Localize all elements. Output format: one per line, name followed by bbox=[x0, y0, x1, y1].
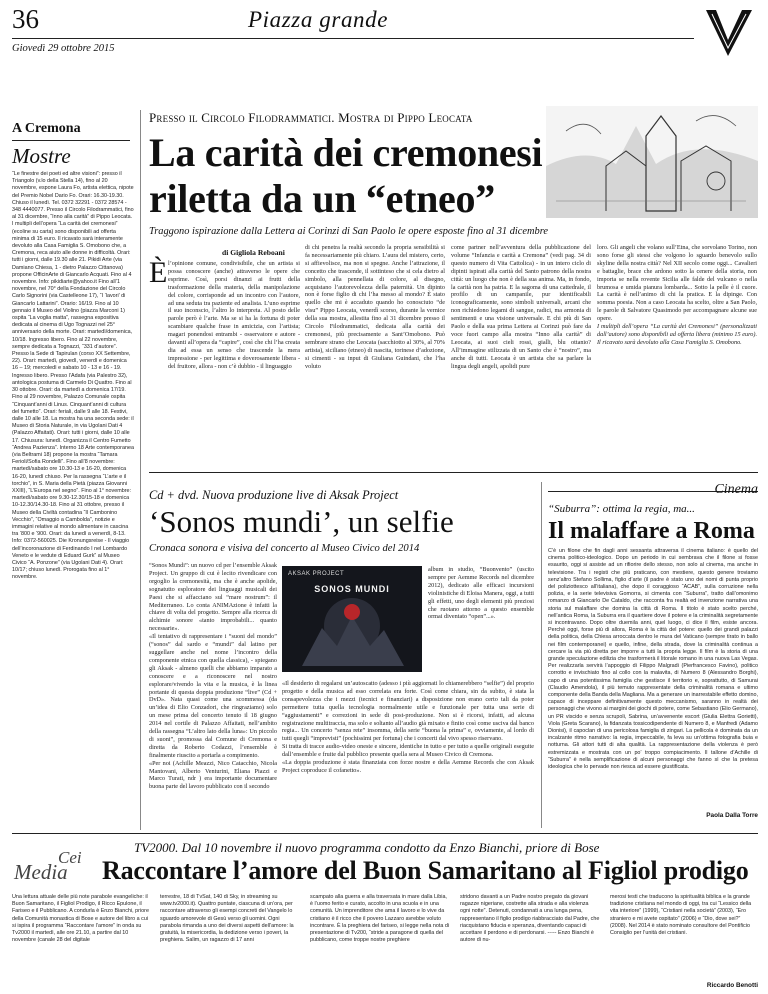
album-label: AKSAK PROJECT bbox=[288, 571, 345, 577]
article2-title: ‘Sonos mundi’, un selfie bbox=[149, 504, 454, 539]
article1-byline: di Gigliola Reboani bbox=[222, 248, 285, 257]
sidebar-kicker: A Cremona bbox=[12, 121, 81, 136]
cinema-header: Cinema bbox=[714, 482, 758, 497]
article3-col3: scampato alla guerra e alla traversata in mare dalla Libia, è l’uomo ferito e curato, accolto in una scuola e in una comunità. Un imprenditore che ama il lavoro e lo vive da cristiano è il ricco che il povero Lazzaro avrebbe voluto incontrare. È la preghiera del fariseo, si legge nella nota di presentazione di Tv200, “stride a paragone di quella del pubblicano, come troppe nostre preghiere bbox=[310, 894, 450, 944]
article1-subtitle: Traggono ispirazione dalla Lettera ai Corinzi di San Paolo le opere esposte fino al 31 dicembre bbox=[149, 226, 548, 237]
sidebar-rule bbox=[12, 140, 130, 141]
article3-col4: stridono davanti a un Padre nostro pregato da giovani ragazze nigeriane, costrette alla strada e alla violenza ogni notte”. Detenuti, condannati a una lunga pena, rappresentano il figlio prodigo riabbracciato dal Padre, che riacquistano fiducia e speranza, diventando capaci di accettare il perdono e di perdonarsi. ----- Enzo Bianchi è autore di nu- bbox=[460, 894, 600, 944]
article2-col2c: Si tratta di tracce audio-video oneste e sincere, identiche in tutto e per tutto a quelle originali eseguite dall’ensemble e fruite dal pubblico presente quella sera al Museo Civico di Cremona. bbox=[282, 743, 534, 759]
masthead-rule bbox=[12, 38, 694, 39]
article1-title-line1: La carità dei cremonesi bbox=[149, 130, 543, 175]
article1-dropcap: È bbox=[149, 256, 168, 289]
article2-kicker: Cd + dvd. Nuova produzione live di Aksak Project bbox=[149, 488, 399, 502]
article1-title bbox=[149, 130, 542, 222]
article2-col2b: «Il desiderio di regalarsi un’autoscatto (adesso i più aggiornati lo chiamerebbero “selfie”) del proprio progetto e della musica ad esso correlata era forte. Così come chiara, sin da subito, è stata la consapevolezza che i mezzi (tecnici e finanziari) a disposizione non erano certo tali da poter permettere tutta quella tecnologia normalmente utile e funzionale per tutta una serie di “aggiustamenti” e correzioni in sede di post-produzione. Non si è ricorsi, infatti, ad alcuna registrazione multitraccia, ma solo e soltanto all’audio già mixato e finito così come usciva dal banco regia... Un concerto “senza rete” insomma, della serie “buona la prima” e, ovviamente, al lordo di tutti quegli “imprevisti” (pochissimi per fortuna) che i concerti dal vivo spesso riservano. bbox=[282, 680, 534, 743]
media-cei-badge bbox=[14, 846, 94, 890]
sidebar-title: Mostre bbox=[12, 144, 71, 168]
article1-kicker: Presso il Circolo Filodrammatici. Mostra di Pippo Leocata bbox=[149, 110, 473, 125]
issue-date: Giovedì 29 ottobre 2015 bbox=[12, 43, 115, 54]
article1-col4-note: I multipli dell’opera “La carità dei Cremonesi” (personalizzati dall’autore) sono disponibili ad offerta libera (minimo 15 euro). Il ricavato sarà devoluto alla Casa Famiglia S. Omobono. bbox=[597, 323, 757, 346]
article2-col1b: «Il tentativo di rappresentare i “suoni del mondo” (“sonos” dal sardo e “mundi” dal latino per suggellare anche nel nome l’incontro della componente etnica con quella classica), - spiegano gli Aksak - almeno quelli che abbiamo imparato a conoscere e a riconoscere nel nostro esplorare/vivendo la vita e la musica, è la linea portante di questa doppia produzione “live” (Cd + DvD». Nata quasi come una scommessa (da un’idea di Elio Conzadori, che ringraziamo) solo un mese prima del concerto tenuto il 18 giugno 2014 nel cortile di Palazzo Affaitati, nell’ambito della rassegna “L’altro lato della luna»: Un piccolo di suoni”, promossa dal Comune di Cremona e diretta da Roberto Codazzi, l’ensemble è finalmente riuscito a portarla a compimento. bbox=[149, 633, 277, 759]
media-cei-badge-line2: Cei bbox=[58, 848, 82, 867]
magazine-logo bbox=[700, 4, 758, 62]
bottom-section-rule bbox=[12, 833, 758, 834]
article1-col1: l’opinione comune, condivisibile, che un artista si possa conoscere (anche) attraverso le opere che esprime. Così, porsi dinanzi ai frutti della trasformazione della materia, della manipolazione del colore, corrisponde ad un incontro con l’autore, ad una seduta tra paziente ed analista. L’uno esprime il suo inconscio, l’altro lo interpreta. Al posto delle parole però è l’arte. Ma se si ha la fortuna di poter scambiare qualche frase in amicizia, con l’artista; magari ponendosi entrambi - osservatore e autore - davanti all’opera da “capire”, così che chi l’ha creata dia ad essa un senso che trascende la mera impressione - per legittima e doverosamente libera - del fruitore, allora - non c’è dubbio - il linguaggio bbox=[168, 260, 300, 370]
article3-col5: merosi testi che traducono la spiritualità biblica e la grande tradizione cristiana nel mondo di oggi, tra cui “Lessico della vita interiore” (1999), “Cristiani nella società” (2003), “Ero straniero e mi avete ospitato” (2006) e “Dio, dove sei?” (2008). Nel 2014 è stato nominato consultore del Pontificio Consiglio per l’unità dei cristiani. bbox=[610, 894, 752, 937]
page-number: 36 bbox=[12, 4, 39, 34]
article1-col2: di chi penetra la realtà secondo la propria sensibilità si fa necessariamente più chiaro. L’aura del mistero, certo, si affievolisce, ma non si spegne. Anche l’attrazione, il concetto che trascende, il sottinteso che si cela dietro al simbolo, alla pennellata di colore, al disegno, acquistano l’autorevolezza della paternità. Un dipinto non è forse figlio di chi l’ha messo al mondo? È stato quello che mi è accaduto quando ho conosciuto “de visu” Pippo Leocata, venerdì scorso, durante la vernice della sua mostra, allestita fino al 31 dicembre presso il Circolo Filodrammatici, dedicata alla carità dei cremonesi, più precisamente a Sant’Omobono. Può sembrare strano che Leocata (sacchiotto al 30%, al 70% artista), siciliano (etneo) di nascita, torinese d’adozione, si cimenti - su input di Giuliana Guindani, che l’ha voluto bbox=[305, 244, 445, 370]
album-title: SONOS MUNDI bbox=[314, 584, 390, 594]
album-cover bbox=[282, 566, 422, 672]
article1-painting bbox=[546, 106, 758, 218]
article2-col2-wrap bbox=[282, 680, 534, 828]
article1-col3: come partner nell’avventura della pubblicazione del volume “Infanzia e carità a Cremona” (vedi pag. 34 di questo numero di Vita Cattolica) - in un intero ciclo di dipinti ispirati alla carità del Santo patrono della nostra città: un luogo che non è della sua anima. Ma, in fondo, la carità non ha patria. E la sagoma di una cattedrale, il profilo di un campanile, pur identificabili iconograficamente, sono simboli universali, arcani che non richiedono legami di sangue, radici, ma armonia di sentimenti e una visione universale. E chi più di San Paolo e della sua prima Lettera ai Corinzi può fare da voce fuori campo alla mostra “Inno alla carità” di Leocata, ai suoi cieli rossi, gialli, blu ottanio? All’immagine stilizzata di un Santo che è “nostro”, ma anche di tutti. Leocata è un artista che sa parlare la lingua degli angeli, apolidi pure bbox=[451, 244, 591, 370]
article2-col2d: «La doppia produzione è stata finanziata con forze nostre e della Aemme Records che con Aksak Project coproduce il cofanetto». bbox=[282, 759, 534, 774]
media-cei-badge-line1: Media bbox=[14, 860, 68, 884]
article3-author: Riccardo Benotti bbox=[706, 982, 758, 989]
cinema-title: Il malaffare a Roma bbox=[548, 518, 755, 544]
cinema-kicker: “Suburra”: ottima la regia, ma... bbox=[548, 503, 695, 515]
article1-bottom-rule bbox=[149, 472, 758, 473]
article3-col2: terrestre, 18 di TvSat, 140 di Sky, in streaming su www.tv2000.it). Quattro puntate, ciascuna di un’ora, per raccontare attraverso gli esempi concreti del Vangelo lo sguardo amorevole di Gesù verso gli uomini. Ogni parabola rimanda a uno dei diversi aspetti dell’amore: la gratuità, la misericordia, la dedizione verso i poveri, la preghiera. Salim, un ragazzo di 17 anni bbox=[160, 894, 294, 944]
section-title: Piazza grande bbox=[248, 7, 389, 32]
article1-col4-wrap bbox=[597, 244, 757, 467]
article2-col1c: «Per noi (Achille Meazzi, Nico Catacchio, Nicola Mantovani, Alberto Venturini, Eliana Piazzi e Marco Turati, ndr ) era importante documentare buona parte del lavoro pubblicato con il secondo bbox=[149, 759, 277, 791]
article1-title-line2: riletta da un “etneo” bbox=[149, 176, 495, 221]
article2-col1: “Sonos Mundi”: un nuovo cd per l’ensemble Aksak Project. Un gruppo di cui è lecito rivendicare con orgoglio la cremonesità, ma che è anche apolide, sognatutto esploratore dei linguaggi musicali dei Paesi che si affacciano sul “mare nostrum”: il Mediterraneo. Lo conta ANIMAzione è infatti la chiave di volta del progetto. Sempre alla ricerca di alchimie sonore «tanto improbabili... quanto necessarie». bbox=[149, 562, 277, 633]
sidebar-divider bbox=[140, 110, 141, 830]
cinema-divider bbox=[541, 482, 542, 828]
article3-title: Raccontare l’amore del Buon Samaritano al Figliol prodigo bbox=[102, 856, 749, 885]
cinema-text: C’è un filone che fin dagli anni sessanta attraversa il cinema italiano: è quello del cinema politico-ideologico. Dopo un periodo in cui sembrava che il filone si fosse esaurito, oggi si assiste ad un rifiorire dello stesso, non solo al cinema, ma anche in televisione. Tra i registi che più praticano, con mestiere, questo genere troviamo senz’altro Stefano Sollima, figlio d’arte (il padre è stato uno dei nomi di punta proprio del poliziottesco all’italiana), che dopo il coraggioso “ACAB”, sulla corruzione nella polizia, e la serie televisiva Gomorra, si cimenta con “Suburra”, tratto dall’omonimo romanzo di Giancarlo De Cataldo, che racconta fra realtà ed invenzione narrativa una storia sul malaffare che domina la città di Roma. Il titolo è stato scelto perché, nell’antica Roma, la Suburra era il quartiere dove il potere e la criminalità segretamente si incontravano. Dopo oltre duemila anni, quel luogo, ci dice il film, esiste ancora. Perché oggi, forse più di allora, Roma è la città del potere: quello dei grandi palazzi della politica, della Chiesa arroccata dentro le mura del Vaticano (sempre tirato in ballo nei film contemporanei) e quello, infine, della strada, dove la criminalità continua a cercare la via più diretta per imporre a tutti la propria legge. Il film è la storia di una grande speculazione edilizia che trasformerà il litorale romano in una nuova Las Vegas. Per realizzarla servirà l’appoggio di Filippo Malgradi (Pierfrancesco Favino), politico corrotto e invischiato fino al collo con la malavita, di Numero 8 (Alessandro Borghi), capo di una potentissima famiglia che gestisce il territorio e, soprattutto, di Samurai (Claudio Amendola), il più temuto rappresentate della criminalità romana e ultimo componente della Banda della Magliana. Ma a generare un inarrestabile effetto domino, capace di incepparе definitivamente questo meccanismo, saranno in realtà dei personaggi che vivono ai margini dei giochi di potere, come Sebastiano (Elio Germano), un PR viscido e senza scrupoli, Sabrina, un’avvenente escort (Giulia Elettra Gorietti), Viola (Greta Scarano), la fidanzata tossicodipendente di Numero 8, e Manfredi (Adamo Dionisi), il capoclan di una pericolosa famiglia di zingari. La pellicola è dominata da un incalzante ritmo narrativo: la regia, impeccabile, fa leva su un’ottima fotografia buia e notturna. Gli attori tutti di alta qualità. La rappresentazione della violenza è però estremizzata e mostrata con un po’ troppo compiacimento. Il tallone d’Achille di “Suburra” è nella semplificazione di alcuni personaggi che fanno sì che la pretesa ideologica che lo pervade non riesca ad essere giustificata. bbox=[548, 548, 758, 771]
article3-kicker: TV2000. Dal 10 novembre il nuovo programma condotto da Enzo Bianchi, priore di Bose bbox=[134, 840, 600, 855]
sidebar-text: “Le finestre dei poeti ed altre visioni”: presso il Triangolo (v.lo della Stella 14), fino al 20 novembre, espone Laura Fo, artista elettica, nipote del Premio Nobel Dario Fo. Orari: 16.30-19.30. Chiuso il lunedì. Tel. 0372 32291 - 0372 28574 - 348 4440077. Presso il Circolo Filodrammatici, fino al 31 dicembre, “Inno alla carità” di Pippo Leocata. I multipli dell’opera “La carità dei cremonesi” (ecoline su carta) sono disponibili ad offerta minima di 15 euro. Il ricavato sarà interamente devoluto alla Casa Famiglia S. Omobono che, a Cremona, reca aiuto alle donne in difficoltà. Orari: tutti i giorni, dalle 19.30 alle 21. Pikidi Arte (via Damiano Chiesa, 1 - dietro Palazzo Cittanova) propone OfficinArte di Giancarlo Acquati. Fino al 4 novembre. Info: pikidiarte@yahoo.it Fino all’1 novembre, nel 70° della Fondazione del Circolo Carlo Signorini (via Castelleone 17), “I ‘lavori’ di Giancarlo Lattarini”. Orario: 16/19. Fino al 10 gennaio il Museo del Violino (piazza Marconi 1) ospita “La voglia matta”, rassegna espositiva dedicata al cinema di Ugo Tognazzi nel 25° anniversario della morte. Orari: martedì/domenica, 10/18. Ingresso libero. Fino al 22 novembre, sempre dedicata a Tognazzi, “331 d’autore”. Presso la Sede di Tapirulan (corso XX Settembre, 22). Orari: martedì, giovedì, venerdì e domenica 16 – 19; mercoledì e sabato 10 - 13 e 16 - 19. Ingresso libero. Presso l’Adafa (via Palestro 32), antologica postuma di Carmelo Di Quattro. Fino al 30 ottobre. Orari: da martedì a domenica 17/19. Fino al 29 novembre, Palazzo Comunale ospita “Cinquant’anni di Linus. Cinquant’anni di cultura del fumetto”. Orari: feriali, dalle 9 alle 18. Festivi, dalle 10 alle 18. La mostra ha una seconda sede: il Museo di Storia Naturale, in via Ugolani Dati 4 (Palazzo Affaitati). Orari: tutti i giorni, dalle 10 alle 17. Chiusura: lunedì. Organizza il Centro Fumetto “Andrea Pazienza”. Interno 18 Arte contemporanea (via Beltrami 18) propone la mostra “Tamara Ferioli/Sofia Rondelli”. Fino all’8 novembre: martedì/sabato ore 10.30-13 e 16-20, domenica 16-20, lunedì chiuso. Per la rassegna “L’arte e il torchio”, in S. Maria della Pietà (piazza Giovanni XXIII), “L’Europa nel segno”. Fino al 1° novembre: martedì/sabato ore 9.30-12.30/15-18 e domenica 10-12.30/14.30-18. Fino al 31 ottobre, presso il Museo della Civiltà contadina “Il Cambonino Vecchio”, “Omaggio a Cambolda”, notizie e immagini relative al mondo alimentare in cascina tra ‘800 e ‘900. Orari: da lunedì a venerdì, 8-13. Info: 0372-560025. Die Kronungsreise - Il viaggio dell’incoronazione di Ferdinando I nel Lombardo Veneto e le vedute di Eduard Gurk” al Museo Civico “A. Ponzone” (via Ugolani Dati 4). Orari: 10/17; chiuso lunedì. Prorogata fino al 1° novembre. bbox=[12, 171, 134, 581]
article2-subtitle: Cronaca sonora e visiva del concerto al Museo Civico del 2014 bbox=[149, 543, 420, 554]
article1-col4: loro. Gli angeli che volano sull’Etna, che sorvolano Torino, non sono forse gli stessi che volgono lo sguardo benevolo sullo skyline della nostra città? Nel XII secolo come oggi... Cavalieri e battaglie, brace che ardono sotto la cenere della storia, non importa se nella rovente Sicilia alle falde del vulcano o nella brumosa e umida pianura lombarda... Sotto la pelle è il cuore. La carità è nell’animo di chi la pratica. E la dipinge. Con somma poesia. Non a caso Leocata ha scelto, oltre a San Paolo, le parole di Salvatore Quasimodo per accompagnare alcune sue opere. bbox=[597, 244, 757, 323]
cinema-author: Paola Dalla Torre bbox=[706, 812, 758, 819]
article3-col1: Una lettura attuale delle più note parabole evangeliche: il Buon Samaritano, il Figliol Prodigo, il Ricco Epulone, il Fariseo e il Pubblicano. A condurla è Enzo Bianchi, priore della Comunità monastica di Bose e autore del libro a cui si ispira il programma “Raccontare l’amore” in onda su Tv2000 il martedì, alle ore 21.10, a partire dal 10 novembre (canale 28 del digitale bbox=[12, 894, 149, 944]
article2-col1-wrap bbox=[149, 562, 277, 828]
article2-col2-top: album in studio, “Buonvento” (uscito sempre per Aemme Records nel dicembre 2012), dedicato alle efficaci incursioni violinistiche di Eloisa Manera, oggi, a tutti gli effetti, uno degli elementi più preziosi che ruotano attorno a questo ensemble ormai diventato “open”...». bbox=[428, 566, 534, 621]
